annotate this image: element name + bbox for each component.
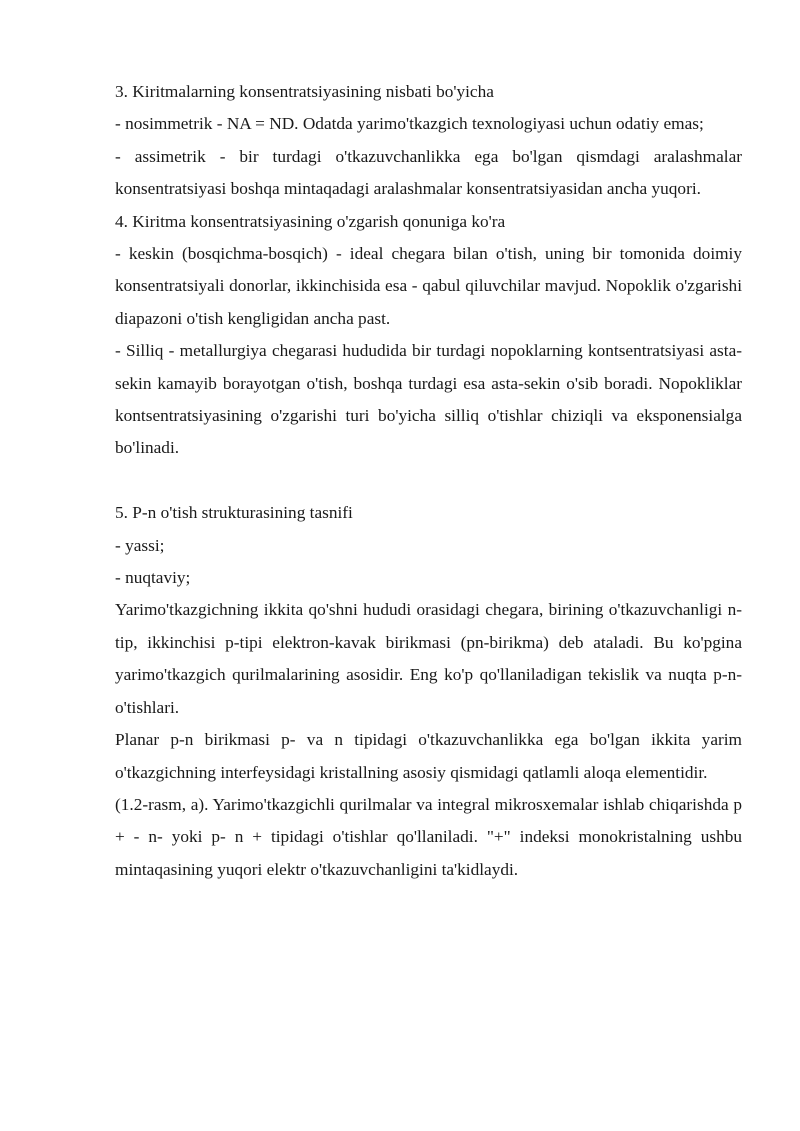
blank-line — [115, 465, 742, 497]
body-paragraph-figure-ref: (1.2-rasm, a). Yarimo'tkazgichli qurilmalar va integral mikrosxemalar ishlab chiqarishda p + - n- yoki p- n + tipidagi o'tishlar qo'llaniladi. "+" indeksi monokristalning ushbu mintaqasining yuqori elektr o'tkazuvchanligini ta'kidlaydi. — [115, 794, 742, 879]
list-item-point: - nuqtaviy; — [115, 568, 191, 588]
list-item-smooth: - Silliq - metallurgiya chegarasi hududida bir turdagi nopoklarning kontsentratsiyasi asta-sekin kamayib borayotgan o'tish, boshqa turdagi esa asta-sekin o'sib boradi. Nopokliklar kontsentratsiyasining o'zgarishi turi bo'yicha silliq o'tishlar chiziqli va eksponensialga bo'linadi. — [115, 341, 742, 458]
section-heading-4: 4. Kiritma konsentratsiyasining o'zgarish qonuniga ko'ra — [115, 211, 506, 231]
list-item-planar: - yassi; — [115, 535, 165, 555]
document-page — [115, 76, 742, 886]
list-item-asymmetric: - assimetrik - bir turdagi o'tkazuvchanlikka ega bo'lgan qismdagi aralashmalar konsentratsiyasi boshqa mintaqadagi aralashmalar konsentratsiyasidan ancha yuqori. — [115, 146, 742, 199]
section-heading-3: 3. Kiritmalarning konsentratsiyasining nisbati bo'yicha — [115, 82, 494, 101]
list-item-abrupt: - keskin (bosqichma-bosqich) - ideal chegara bilan o'tish, uning bir tomonida doimiy konsentratsiyali donorlar, ikkinchisida esa - qabul qiluvchilar mavjud. Nopoklik o'zgarishi diapazoni o'tish kengligidan ancha past. — [115, 244, 742, 328]
list-item-nosymmetric: - nosimmetrik - NA = ND. Odatda yarimo'tkazgich texnologiyasi uchun odatiy emas; — [115, 114, 704, 134]
body-paragraph-definition: Yarimo'tkazgichning ikkita qo'shni hududi orasidagi chegara, birining o'tkazuvchanligi n-tip, ikkinchisi p-tipi elektron-kavak birikmasi (pn-birikma) deb ataladi. Bu ko'pgina yarimo'tkazgich qurilmalarining asosidir. Eng ko'p qo'llaniladigan tekislik va nuqta p-n-o'tishlari. — [115, 600, 742, 717]
section-heading-5: 5. P-n o'tish strukturasining tasnifi — [115, 503, 353, 523]
body-paragraph-planar: Planar p-n birikmasi p- va n tipidagi o'tkazuvchanlikka ega bo'lgan ikkita yarim o'tkazgichning interfeysidagi kristallning asosiy qismidagi qatlamli aloqa elementidir. — [115, 730, 742, 782]
